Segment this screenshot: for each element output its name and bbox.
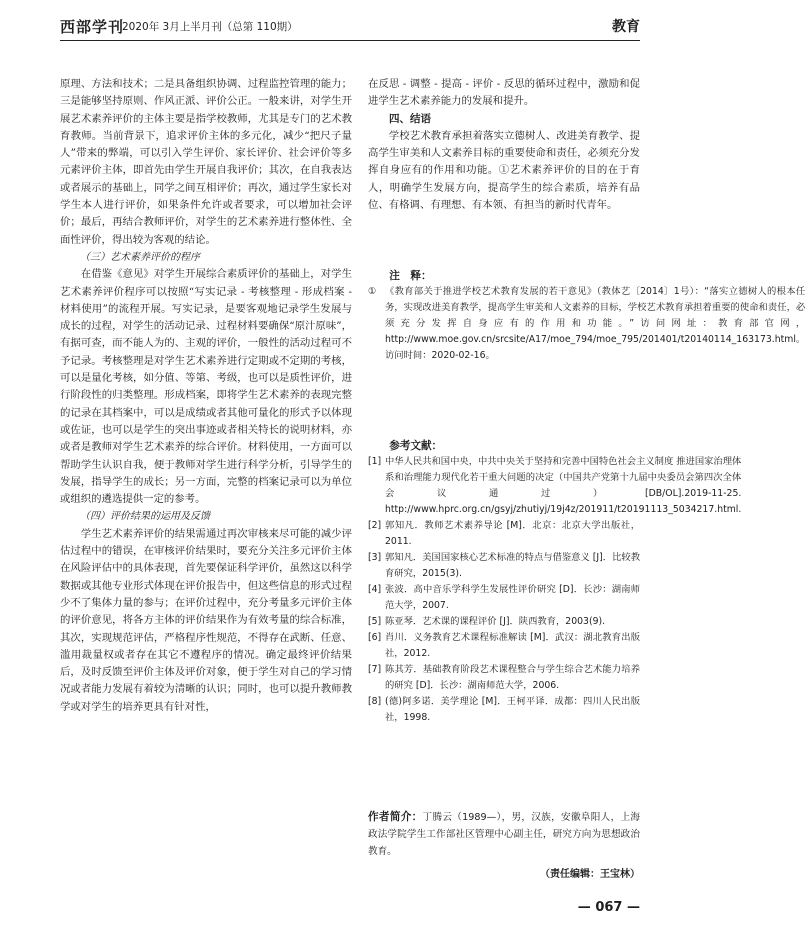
left-column xyxy=(60,76,352,716)
journal-logo: 西部学刊 xyxy=(60,18,125,36)
reference-marker: [6] xyxy=(368,632,382,643)
paragraph: 学校艺术教育承担着落实立德树人、改进美育教学、提高学生审美和人文素养目标的重要使命和责任，必须充分发挥自身应有的作用和功能。①艺术素养评价的目的在于育人，明确学生发展方向，提高学生的综合素质，培养有品位、有格调、有理想、有本领、有担当的新时代青年。 xyxy=(368,129,640,212)
reference-marker: [1] xyxy=(368,456,382,467)
notes-title: 注 释： xyxy=(389,270,432,282)
reference-text: 陈其芳．基础教育阶段艺术课程整合与学生综合艺术能力培养的研究 [D]．长沙：湖南师范大学，2006. xyxy=(385,664,640,691)
reference-text: 陈亚琴．艺术课的课程评价 [J]．陕西教育，2003(9). xyxy=(385,616,606,627)
reference-item xyxy=(368,630,640,662)
reference-text: 郭知凡．美国国家核心艺术标准的特点与借鉴意义 [J]．比较教育研究，2015(3). xyxy=(385,552,640,579)
reference-text: 郭知凡．教师艺术素养导论 [M]．北京：北京大学出版社，2011. xyxy=(385,520,640,547)
subsection-heading: （四）评价结果的运用及反馈 xyxy=(80,511,210,523)
author-bio xyxy=(368,809,640,860)
responsible-editor: （责任编辑：王宝林） xyxy=(540,869,640,880)
section-name: 教育 xyxy=(612,19,640,35)
reference-marker: [7] xyxy=(368,664,382,675)
paragraph: 在借鉴《意见》对学生开展综合素质评价的基础上，对学生艺术素养评价程序可以按照“写实记录 - 考核整理 - 形成档案 - 材料使用”的流程开展。写实记录，是要客观地记录学生发展与成长的过程，对学生的活动记录、过程材料要确保“原汁原味”，有据可查，而不能人为的、主观的评价，一般性的活动过程可不予记录。考核整理是对学生艺术素养进行定期或不定期的考核，可以是量化考核，如分值、等第、考级，也可以是质性评价，进行阶段性的归类整理。形成档案，即将学生艺术素养的表现完整的记录在其档案中，可以是成绩或者其他可量化的形式予以体现或佐证，也可以是学生的突出事迹或者相关特长的说明材料，亦或者是教师对学生艺术素养的综合评价。材料使用，一方面可以帮助学生认识自我，便于教师对学生进行科学分析，引导学生的发展，指导学生的成长；另一方面，完整的档案记录可以为单位或组织的遴选提供一定的参考。 xyxy=(60,268,352,506)
note-item xyxy=(368,284,805,364)
reference-item xyxy=(368,614,640,630)
paragraph: 在反思 - 调整 - 提高 - 评价 - 反思的循环过程中，激励和促进学生艺术素养能力的发展和提升。 xyxy=(368,78,640,108)
right-body xyxy=(368,76,640,214)
reference-item xyxy=(368,454,742,518)
reference-item xyxy=(368,550,640,582)
references-title: 参考文献： xyxy=(389,440,443,452)
reference-text: 张波．高中音乐学科学生发展性评价研究 [D]．长沙：湖南师范大学，2007. xyxy=(385,584,640,611)
references-block xyxy=(368,438,742,726)
note-text: 《教育部关于推进学校艺术教育发展的若干意见》（教体艺〔2014〕1号）：“落实立德树人的根本任务，实现改进美育教学，提高学生审美和人文素养的目标，学校艺术教育承担着重要的使命和责任，必须充分发挥自身应有的作用和功能。”访问网址：教育部官网，http://www.moe.gov.cn/srcsite/A17/moe_794/moe_795/201401/t20140114_163173.html。访问时间：2020-02-16。 xyxy=(385,286,805,361)
reference-text: (德)阿多诺．美学理论 [M]．王柯平译．成都：四川人民出版社，1998. xyxy=(385,696,640,723)
reference-item xyxy=(368,662,640,694)
paragraph: 原理、方法和技术；二是具备组织协调、过程监控管理的能力；三是能够坚持原则、作风正派、评价公正。一般来讲，对学生开展艺术素养评价的主体主要是指学校教师，尤其是专门的艺术教育教师。当前背景下，追求评价主体的多元化，减少“把尺子量人”带来的弊端，可以引入学生评价、家长评价、社会评价等多元素评价主体，即首先由学生开展自我评价；其次，在自我表达或者展示的基础上，同学之间互相评价；再次，通过学生家长对学生本人进行评价，如果条件允许或者要求，可以增加社会评价；最后，再结合教师评价，对学生的艺术素养进行整体性、全面性评价，得出较为客观的结论。 xyxy=(60,78,352,246)
author-text: 丁腾云（1989—），男，汉族，安徽阜阳人，上海政法学院学生工作部社区管理中心副主任，研究方向为思想政治教育。 xyxy=(368,812,640,857)
page-number: — 067 — xyxy=(577,900,640,915)
reference-item xyxy=(368,582,640,614)
right-column xyxy=(368,76,805,906)
note-marker: ① xyxy=(368,286,377,297)
notes-block xyxy=(368,268,805,364)
reference-marker: [4] xyxy=(368,584,382,595)
reference-marker: [3] xyxy=(368,552,382,563)
reference-marker: [8] xyxy=(368,696,382,707)
reference-item xyxy=(368,518,640,550)
reference-item xyxy=(368,694,640,726)
reference-marker: [5] xyxy=(368,616,382,627)
section-heading: 四、结语 xyxy=(389,112,431,125)
paragraph: 学生艺术素养评价的结果需通过再次审核来尽可能的减少评估过程中的错误，在审核评价结果时，要充分关注多元评价主体在风险评估中的具体表现，首先要保证科学评价，虽然这以科学数据或其他专业形式体现在评价报告中，但这些信息的形式过程少不了集体力量的参与；在评价过程中，充分考量多元评价主体的评价意见，将各方主体的评价结果作为有效考量的综合标准，其次，实现规范评估，严格程序性规范，不得存在武断、任意、滥用裁量权或者存在其它不遵程序的情况。确定最终评价结果后，及时反馈至评价主体及评价对象，便于学生对自己的学习情况或者能力发展有着较为清晰的认识；同时，也可以提升教师教学或对学生的培养更具有针对性， xyxy=(60,527,352,713)
page-header xyxy=(60,14,640,41)
reference-text: 中华人民共和国中央，中共中央关于坚持和完善中国特色社会主义制度 推进国家治理体系和治理能力现代化若干重大问题的决定（中国共产党第十九届中央委员会第四次全体会议通过）[DB/OL].2019-11-25. http://www.hprc.org.cn/gsyj/zhutiyj/19j4z/201911/t20191113_5034217.html. xyxy=(385,456,742,515)
journal-issue: 2020年 3月上半月刊（总第 110期） xyxy=(122,21,298,33)
reference-text: 肖川．义务教育艺术课程标准解读 [M]．武汉：湖北教育出版社，2012. xyxy=(385,632,640,659)
subsection-heading: （三）艺术素养评价的程序 xyxy=(80,251,200,263)
author-label: 作者简介： xyxy=(368,811,423,823)
reference-marker: [2] xyxy=(368,520,382,531)
